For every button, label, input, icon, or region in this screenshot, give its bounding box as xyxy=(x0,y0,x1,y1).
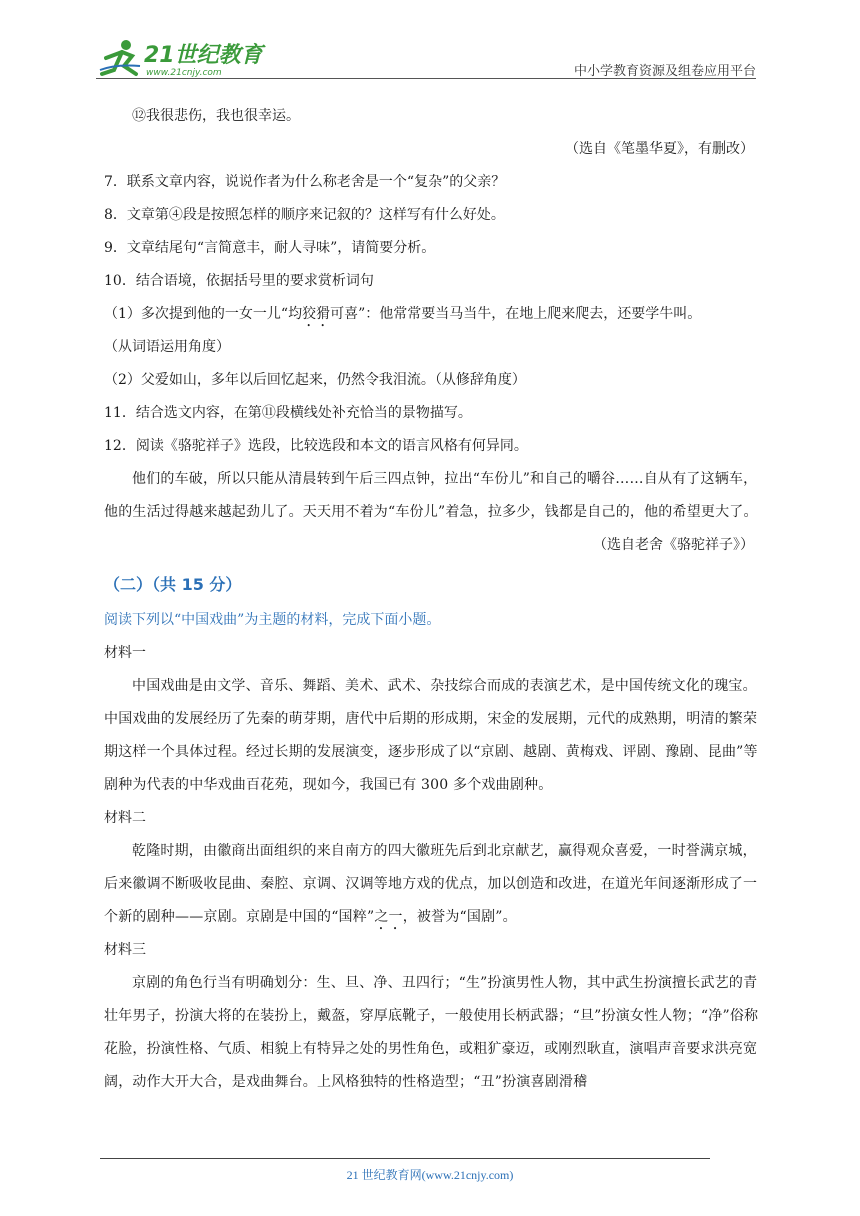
source-citation-1: （选自《笔墨华夏》，有删改） xyxy=(565,141,754,157)
site-logo xyxy=(96,36,276,80)
header-divider xyxy=(96,78,756,79)
platform-name: 中小学教育资源及组卷应用平台 xyxy=(573,64,756,79)
excerpt-text: 他们的车破，所以只能从清晨转到午后三四点钟，拉出“车份儿”和自己的嚼谷……自从有了这辆车，他的生活过得越来越起劲儿了。天天用不着为“车份儿”着急，拉多少，钱都是自己的，他的希望更大了。 xyxy=(104,471,758,520)
material-2-label: 材料二 xyxy=(104,810,146,826)
question-11: 11．结合选文内容，在第⑪段横线处补充恰当的景物描写。 xyxy=(104,405,472,421)
material-1-label: 材料一 xyxy=(104,645,146,661)
source-citation-2: （选自老舍《骆驼祥子》） xyxy=(593,537,754,553)
paragraph-12: ⑫我很悲伤，我也很幸运。 xyxy=(132,108,300,124)
q10-1-part-c: 可喜”：他常常要当马当牛，在地上爬来爬去，还要学牛叫。 xyxy=(330,306,702,322)
page-header xyxy=(0,0,860,82)
question-9: 9．文章结尾句“言简意丰，耐人寻味”，请简要分析。 xyxy=(104,240,436,256)
q10-1-part-a: （1）多次提到他的一女一儿“均 xyxy=(104,306,303,322)
footer-divider xyxy=(100,1158,710,1159)
material-2-text xyxy=(104,835,760,934)
material-3-text: 京剧的角色行当有明确划分：生、旦、净、丑四行；“生”扮演男性人物，其中武生扮演擅长武艺的青壮年男子，扮演大将的在装扮上，戴盔，穿厚底靴子，一般使用长柄武器；“旦”扮演女性人物；“净”俗称花脸，扮演性格、气质、相貌上有特异之处的男性角色，或粗犷豪迈，或刚烈耿直，演唱声音要求洪亮宽阔，动作大开大合，是戏曲舞台。上风格独特的性格造型；“丑”扮演喜剧滑稽 xyxy=(104,975,759,1090)
question-10-2: （2）父爱如山，多年以后回忆起来，仍然令我泪流。（从修辞角度） xyxy=(104,372,526,388)
section-2-intro: 阅读下列以“中国戏曲”为主题的材料，完成下面小题。 xyxy=(104,612,441,628)
question-7: 7．联系文章内容，说说作者为什么称老舍是一个“复杂”的父亲？ xyxy=(104,174,506,190)
question-8: 8．文章第④段是按照怎样的顺序来记叙的？这样写有什么好处。 xyxy=(104,207,505,223)
section-2-title: （二）（共 15 分） xyxy=(104,575,242,594)
question-12: 12．阅读《骆驼祥子》选段，比较选段和本文的语言风格有何异同。 xyxy=(104,438,528,454)
m2-part-a: 乾隆时期，由徽商出面组织的来自南方的四大徽班先后到北京献艺，赢得观众喜爱，一时誉满京城，后来徽调不断吸收昆曲、秦腔、京调、汉调等地方戏的优点，加以创造和改进，在道光年间逐渐形成了一个新的剧种——京剧。京剧是中国的“国粹” xyxy=(104,843,758,925)
material-3-label: 材料三 xyxy=(104,942,146,958)
question-10-1 xyxy=(104,298,760,331)
m2-emphasis: 之一 xyxy=(374,909,403,925)
m2-part-c: ，被誉为“国剧”。 xyxy=(402,909,517,925)
logo-url: www.21cnjy.com xyxy=(146,68,222,78)
footer-link[interactable]: 21 世纪教育网(www.21cnjy.com) xyxy=(346,1168,514,1182)
runner-logo-icon xyxy=(96,36,276,80)
q10-1-emphasis: 狡猾 xyxy=(302,306,331,322)
main-content xyxy=(104,100,760,1099)
material-1-text: 中国戏曲是由文学、音乐、舞蹈、美术、武术、杂技综合而成的表演艺术，是中国传统文化的瑰宝。中国戏曲的发展经历了先秦的萌芽期，唐代中后期的形成期，宋金的发展期，元代的成熟期，明清的繁荣期这样一个具体过程。经过长期的发展演变，逐步形成了以“京剧、越剧、黄梅戏、评剧、豫剧、昆曲”等剧种为代表的中华戏曲百花苑，现如今，我国已有 300 多个戏曲剧种。 xyxy=(104,678,758,793)
question-10: 10．结合语境，依据括号里的要求赏析词句 xyxy=(104,273,374,289)
question-10-1-note: （从词语运用角度） xyxy=(104,339,230,355)
logo-text: 21世纪教育 xyxy=(144,43,263,68)
